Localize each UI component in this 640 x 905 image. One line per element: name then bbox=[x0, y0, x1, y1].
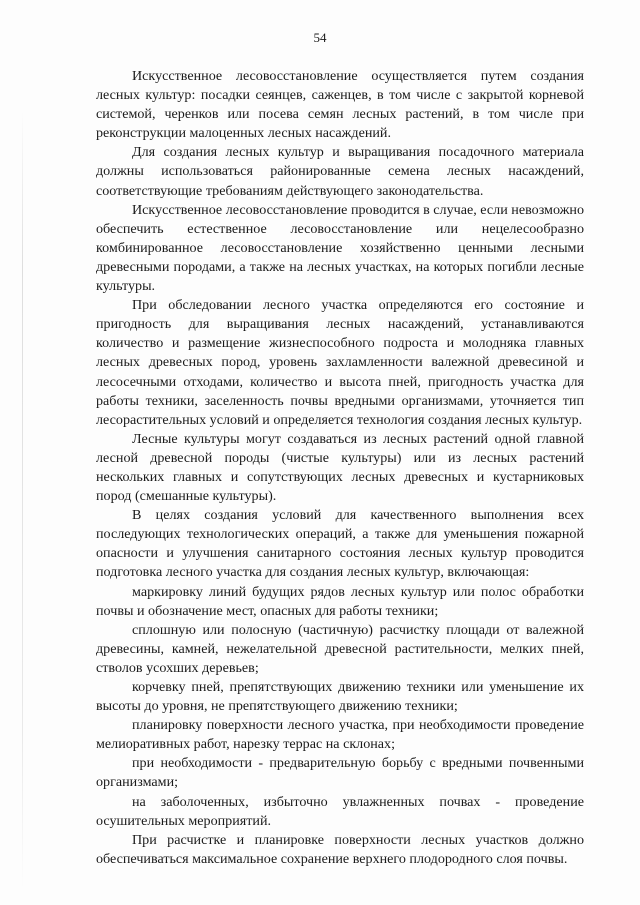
scan-edge-shadow bbox=[22, 110, 23, 890]
paragraph-site-survey: При обследовании лесного участка определяются его состояние и пригодность для выращивания лесных насаждений, устанавливаются количество и размещение жизнеспособного подроста и молодняка главных лесных древесных пород, уровень захламленности валежной древесиной и лесосечными отходами, количество и высота пней, пригодность участка для работы техники, заселенность почвы вредными организмами, уточняется тип лесорастительных условий и определяется технология создания лесных культур. bbox=[96, 297, 584, 428]
paragraph-site-preparation: В целях создания условий для качественного выполнения всех последующих технологических операций, а также для уменьшения пожарной опасности и улучшения санитарного состояния лесных культур проводится подготовка лесного участка для создания лесных культур, включающая: bbox=[96, 507, 584, 581]
list-item-pest-control: при необходимости - предварительную борьбу с вредными почвенными организмами; bbox=[96, 755, 584, 791]
list-item-drainage: на заболоченных, избыточно увлажненных почвах - проведение осушительных мероприятий. bbox=[96, 793, 584, 829]
list-item-clearing: сплошную или полосную (частичную) расчистку площади от валежной древесины, камней, нежелательной древесной растительности, мелких пней, стволов усохших деревьев; bbox=[96, 621, 584, 676]
document-body bbox=[96, 67, 584, 869]
paragraph-seed-requirements: Для создания лесных культур и выращивания посадочного материала должны использоваться районированные семена лесных насаждений, соответствующие требованиям действующего законодательства. bbox=[96, 144, 584, 199]
list-item-leveling: планировку поверхности лесного участка, при необходимости проведение мелиоративных работ, нарезку террас на склонах; bbox=[96, 717, 584, 753]
paragraph-artificial-reforestation: Искусственное лесовосстановление осуществляется путем создания лесных культур: посадки сеянцев, саженцев, в том числе с закрытой корневой системой, черенков или посева семян лесных растений, в том числе при реконструкции малоценных лесных насаждений. bbox=[96, 68, 584, 142]
list-item-stump-removal: корчевку пней, препятствующих движению техники или уменьшение их высоты до уровня, не препятствующего движению техники; bbox=[96, 679, 584, 715]
paragraph-culture-types: Лесные культуры могут создаваться из лесных растений одной главной лесной древесной породы (чистые культуры) или из лесных растений нескольких главных и сопутствующих лесных древесных и кустарниковых пород (смешанные культуры). bbox=[96, 430, 584, 505]
page-number: 54 bbox=[313, 30, 327, 45]
list-item-marking: маркировку линий будущих рядов лесных культур или полос обработки почвы и обозначение мест, опасных для работы техники; bbox=[96, 583, 584, 619]
paragraph-topsoil-preservation: При расчистке и планировке поверхности лесных участков должно обеспечиваться максимальное сохранение верхнего плодородного слоя почвы. bbox=[96, 831, 584, 867]
paragraph-conditions: Искусственное лесовосстановление проводится в случае, если невозможно обеспечить естественное лесовосстановление или нецелесообразно комбинированное лесовосстановление хозяйственно ценными лесными древесными породами, а также на лесных участках, на которых погибли лесные культуры. bbox=[96, 201, 584, 295]
